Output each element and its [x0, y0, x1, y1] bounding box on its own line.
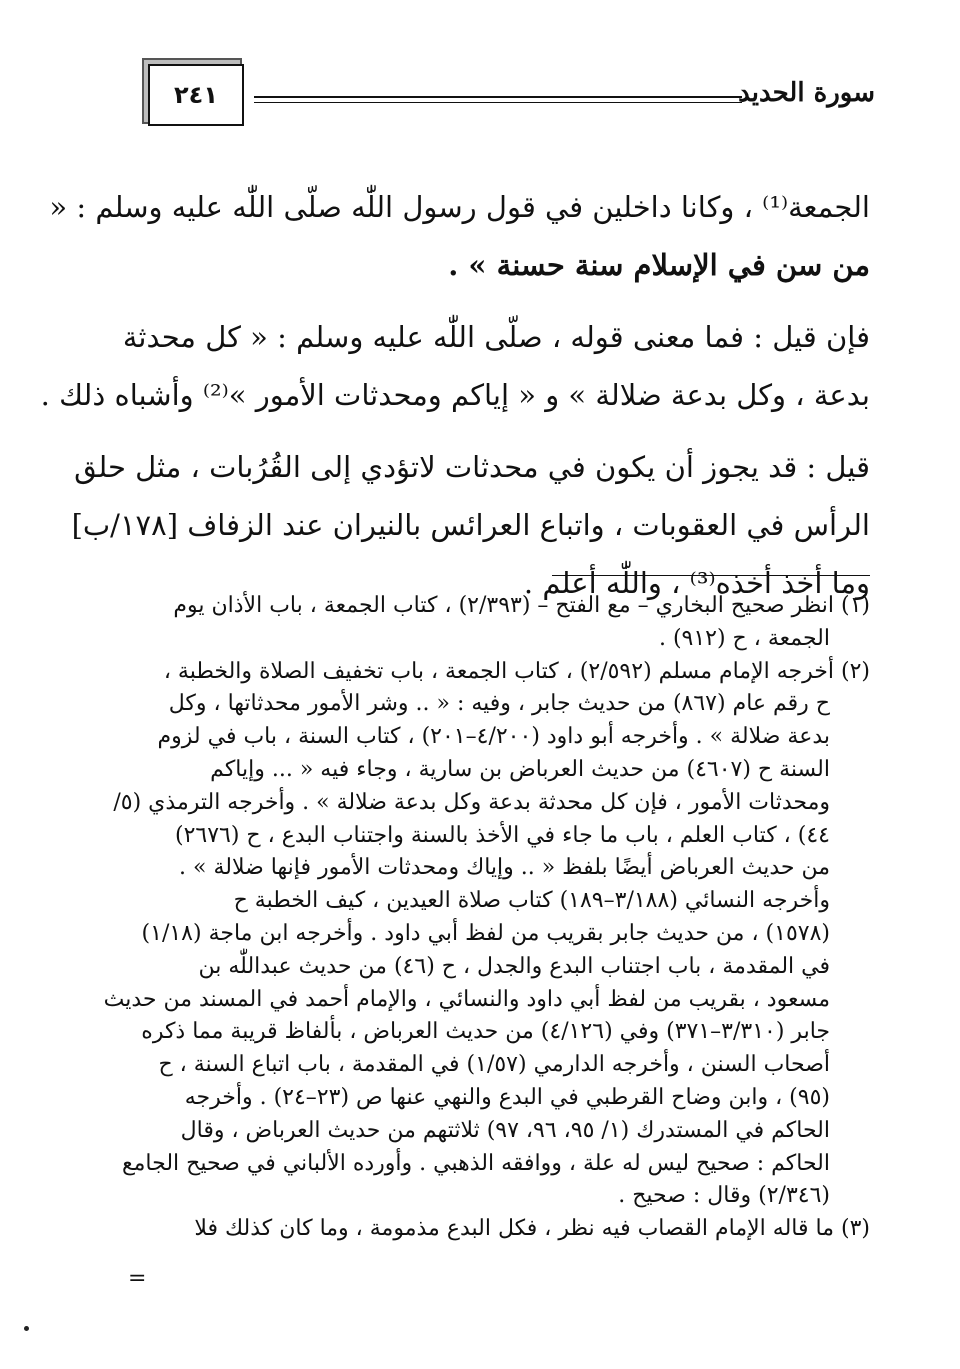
footnote-line: ٤٤) ، كتاب العلم ، باب ما جاء في الأخذ بالسنة واجتناب البدع ، ح (٢٦٧٦)	[174, 822, 830, 848]
footnote-line: أصحاب السنن ، وأخرجه الدارمي (١/٥٧) في المقدمة ، باب اتباع السنة ، ح	[158, 1052, 830, 1078]
footnote-line: من حديث العرباض أيضًا بلفظ « .. وإياك ومحدثات الأمور فإنها ضلالة » .	[179, 855, 830, 881]
footnote-2	[103, 656, 870, 1214]
footnote-line: (٢) أخرجه الإمام مسلم (٢/٥٩٢) ، كتاب الجمعة ، باب تخفيف الصلاة والخطبة ،	[163, 658, 870, 684]
scan-speck	[24, 1326, 29, 1331]
footnote-line: (١) انظر صحيح البخاري – مع الفتح – (٢/٣٩٣) ، كتاب الجمعة ، باب الأذان يوم	[173, 593, 870, 618]
footnote-line: جابر (٣/٣١٠–٣٧١) وفي (٤/١٢٦) من حديث العرباض ، بألفاظ قريبة مما ذكره	[141, 1019, 830, 1045]
footnote-line: (٢/٣٤٦) وقال : صحيح .	[618, 1183, 830, 1209]
text-line: فإن قيل : فما معنى قوله ، صلّى اللّٰه عليه وسلم : « كل محدثة	[122, 320, 870, 354]
footnote-separator	[552, 575, 870, 576]
main-text	[40, 178, 870, 626]
footnote-3	[130, 1213, 870, 1246]
footnote-line: مسعود ، بقريب من لفظ أبي داود والنسائي ، والإمام أحمد في المسند من حديث	[103, 986, 830, 1012]
footnote-line: في المقدمة ، باب اجتناب البدع والجدل ، ح (٤٦) من حديث عبداللّٰه بن	[198, 953, 830, 979]
continuation-mark: =	[128, 1266, 147, 1291]
header-rule-thin	[254, 102, 742, 103]
footnote-1	[130, 590, 870, 656]
footnote-line: بدعة ضلالة » . وأخرجه أبو داود (٤/٢٠٠–٢٠١) ، كتاب السنة ، باب في لزوم	[157, 724, 830, 750]
footnote-line: الحاكم في المستدرك (١/ ٩٥، ٩٦، ٩٧) ثلاثتهم من حديث العرباض ، وقال	[180, 1117, 830, 1143]
footnote-line: ومحدثات الأمور ، فإن كل محدثة بدعة وكل بدعة ضلالة » . وأخرجه الترمذي (٥/	[113, 789, 830, 815]
page-number: ٢٤١	[148, 64, 244, 126]
surah-title: سورة الحديد	[738, 78, 875, 108]
footnote-line: (٣) ما قاله الإمام القصاب فيه نظر ، فكل البدع مذمومة ، وما كان كذلك فلا	[194, 1216, 870, 1242]
footnote-line: الجمعة ، ح (٩١٢) .	[658, 625, 830, 651]
footnote-line: ح رقم عام (٨٦٧) من حديث جابر ، وفيه : « .. وشر الأمور محدثاتها ، وكل	[168, 691, 830, 717]
text-line: وما أخذ أخذه⁽³⁾ ، واللّٰه أعلم .	[523, 566, 870, 600]
footnote-line: السنة ح (٤٦٠٧) من حديث العرباض بن سارية ، وجاء فيه « ... وإياكم	[210, 756, 830, 782]
header-rule	[254, 96, 742, 98]
text-line-bold: من سن في الإسلام سنة حسنة » .	[448, 248, 870, 282]
footnotes	[103, 590, 870, 1246]
footnote-line: (٩٥) ، وابن وضاح القرطبي في البدع والنهي عنها ص (٢٣–٢٤) . وأخرجه	[184, 1084, 830, 1110]
footnote-line: (١٥٧٨) ، من حديث جابر بقريب من لفظ أبي داود . وأخرجه ابن ماجة (١/١٨)	[141, 920, 830, 946]
paragraph-2	[40, 308, 870, 424]
text-line: الجمعة⁽¹⁾ ، وكانا داخلين في قول رسول اللّٰه صلّى اللّٰه عليه وسلم : «	[49, 190, 870, 224]
paragraph-1	[49, 178, 870, 294]
footnote-line: وأخرجه النسائي (٣/١٨٨–١٨٩) كتاب صلاة العيدين ، كيف الخطبة ح	[233, 888, 830, 914]
text-line: الرأس في العقوبات ، واتباع العرائس بالنيران عند الزفاف [١٧٨/ب]	[71, 508, 870, 542]
page-header	[130, 58, 875, 138]
text-line: قيل : قد يجوز أن يكون في محدثات لاتؤدي إلى القُرُبات ، مثل حلق	[74, 450, 870, 484]
paragraph-3	[71, 438, 870, 612]
text-line: بدعة ، وكل بدعة ضلالة » و « إياكم ومحدثات الأمور »⁽²⁾ وأشباه ذلك .	[40, 378, 870, 412]
footnote-line: الحاكم : صحيح ليس له علة ، ووافقه الذهبي . وأورده الألباني في صحيح الجامع	[121, 1150, 830, 1176]
